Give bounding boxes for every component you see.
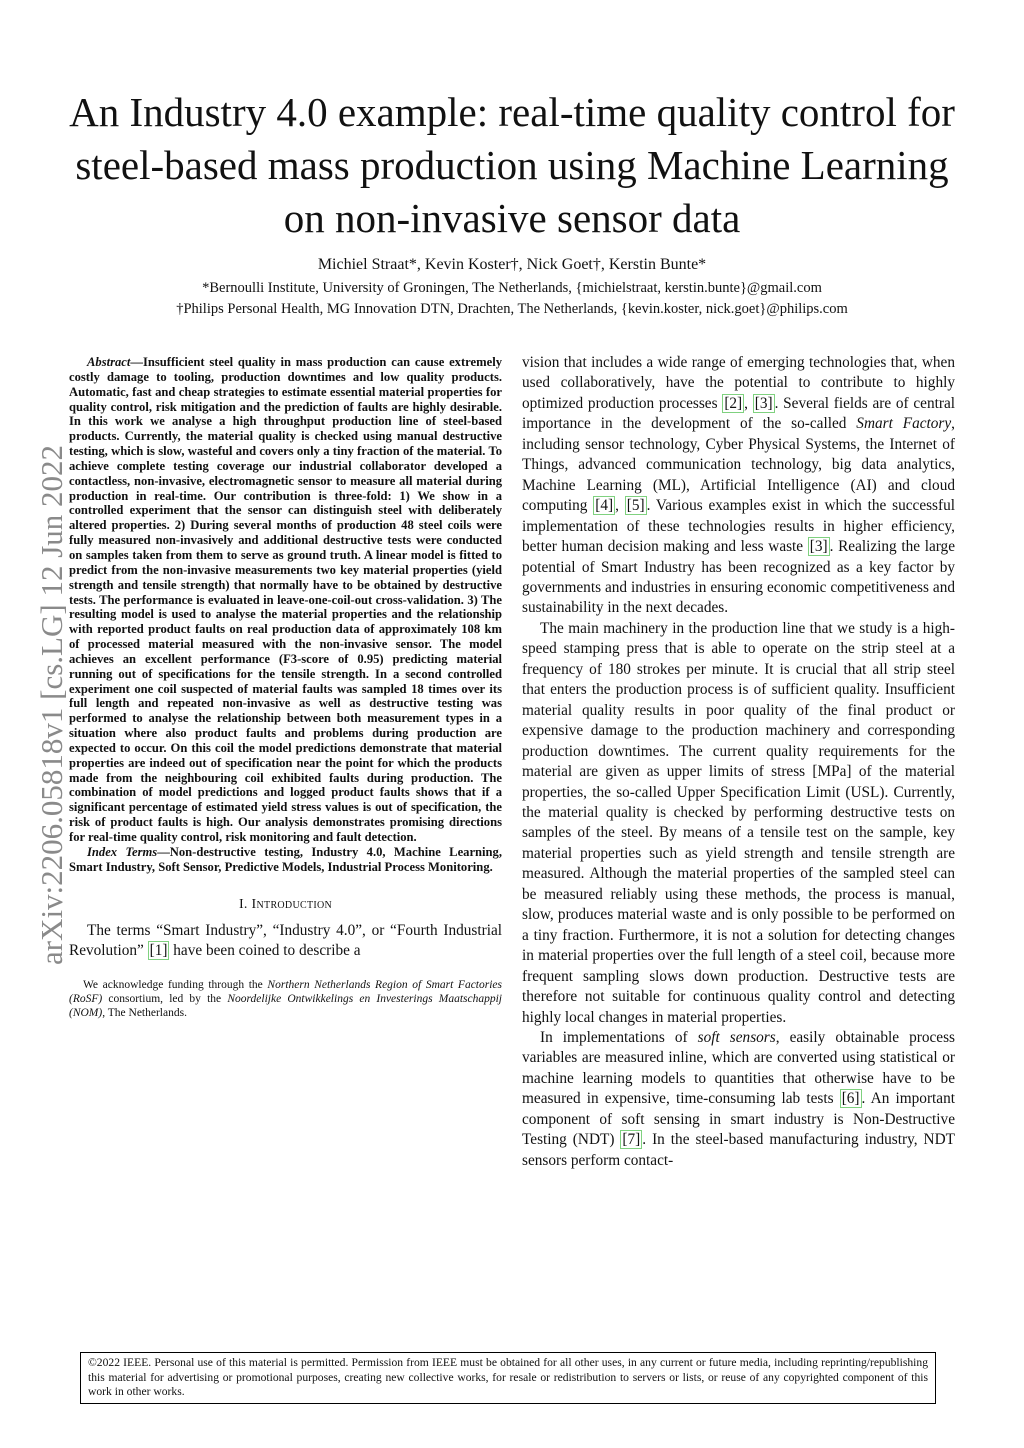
body-text: , [615, 497, 625, 515]
body-text: . Realizing the large potential of Smart Industry has been recognized as a key factor by governments and industries in ensuring economic competitiveness and sustainability in the next decades. [522, 538, 955, 617]
citation-link[interactable]: [3] [809, 538, 828, 556]
citation-link[interactable]: [7] [622, 1131, 641, 1149]
paper-title: An Industry 4.0 example: real-time quality control for steel-based mass production using Machine Learning on non-invasive sensor data [69, 89, 955, 241]
citation-link[interactable]: [2] [724, 394, 743, 412]
body-paragraph-1 [522, 353, 955, 619]
body-text: , [744, 394, 753, 412]
section-title: Introduction [251, 896, 333, 912]
affiliation-philips: †Philips Personal Health, MG Innovation DTN, Drachten, The Netherlands, {kevin.koster, nick.goet}@philips.com [176, 301, 848, 317]
body-paragraph-2: The main machinery in the production line that we study is a high-speed stamping press that is able to operate on the strip steel at a frequency of 180 strokes per minute. It is crucial that all strip steel that enters the production process is of sufficient quality. Insufficient material quality results in poor quality of the final product or expensive damage to the production machinery and corresponding production downtimes. The current quality requirements for the material are given as upper limits of stress [MPa] of the material properties, the so-called Upper Specification Limit (USL). Currently, the material quality is checked by performing destructive tests on samples of the steel. By means of a tensile test on the sample, key material properties such as yield strength and tensile strength are measured. Although the material properties of the sampled steel can be measured reliably using these methods, the process is manual, slow, produces material waste and is only possible to be performed on a tiny fraction. Furthermore, it is not a solution for detecting changes in material properties over the full length of a steel coil, because more frequent sampling slows down production. Destructive tests are therefore not suitable for continuous quality control and detecting highly local changes in material properties. [522, 619, 955, 1026]
index-terms-label: Index Terms [87, 844, 158, 859]
body-text: , including sensor technology, Cyber Physical Systems, the Internet of Things, advanced communication technology, big data analytics, Machine Learning (ML), Artificial Intelligence (AI) and cloud computing [522, 415, 955, 515]
body-text: . An important component of soft sensing in smart industry is Non-Destructive Testing (NDT) [522, 1090, 955, 1149]
funding-footnote [69, 978, 502, 1020]
footnote-text: We acknowledge funding through the [83, 978, 268, 991]
index-terms [69, 845, 502, 875]
affiliation-groningen: *Bernoulli Institute, University of Groningen, The Netherlands, {michielstraat, kerstin.bunte}@gmail.com [202, 280, 822, 296]
citation-link[interactable]: [3] [754, 394, 773, 412]
body-text: In implementations of [540, 1028, 698, 1046]
body-emph: soft sensors [697, 1028, 776, 1046]
citation-link[interactable]: [5] [626, 497, 645, 515]
intro-paragraph-left [69, 921, 502, 962]
index-terms-text: —Non-destructive testing, Industry 4.0, Machine Learning, Smart Industry, Soft Sensor, Predictive Models, Industrial Process Monitoring. [69, 844, 502, 874]
footnote-text: , The Netherlands. [102, 1006, 187, 1019]
citation-link[interactable]: [1] [149, 942, 168, 960]
arxiv-identifier: arXiv:2206.05818v1 [cs.LG] 12 Jun 2022 [34, 444, 69, 966]
footnote-text: consortium, led by the [102, 992, 228, 1005]
body-paragraph-3 [522, 1028, 955, 1171]
section-number: I. [238, 896, 248, 912]
left-column [69, 355, 502, 1020]
abstract [69, 355, 502, 845]
citation-link[interactable]: [6] [841, 1090, 860, 1108]
copyright-notice: ©2022 IEEE. Personal use of this material is permitted. Permission from IEEE must be obtained for all other uses, in any current or future media, including reprinting/republishing this material for advertising or promotional purposes, creating new collective works, for resale or redistribution to servers or lists, or reuse of any copyrighted component of this work in other works. [80, 1352, 936, 1404]
right-column [522, 353, 955, 1171]
body-text: , easily obtainable process variables are measured inline, which are converted using statistical or machine learning models to quantities that otherwise have to be measured in expensive, time-consuming lab tests [522, 1028, 955, 1108]
abstract-text: —Insufficient steel quality in mass production can cause extremely costly damage to tooling, production downtimes and low quality products. Automatic, fast and cheap strategies to estimate essential material properties for quality control, risk mitigation and the prediction of faults are highly desirable. In this work we analyse a high throughput production line of steel-based products. Currently, the material quality is checked using manual destructive testing, which is slow, wasteful and covers only a tiny fraction of the material. To achieve complete testing coverage our industrial collaborator developed a contactless, non-invasive, electromagnetic sensor to measure all material during production in real-time. Our contribution is three-fold: 1) We show in a controlled experiment that the sensor can distinguish steel with deliberately altered properties. 2) During several months of production 48 steel coils were fully measured non-invasively and additional destructive tests were conducted on samples taken from them to serve as ground truth. A linear model is fitted to predict from the non-invasive measurements two key material properties (yield strength and tensile strength) that normally have to be obtained by destructive tests. The performance is evaluated in leave-one-coil-out cross-validation. 3) The resulting model is used to analyse the material properties and the relationship with reported product faults on real production data of approximately 108 km of processed material measured with the non-invasive sensor. The model achieves an excellent performance (F3-score of 0.95) predicting material running out of specifications for the tensile strength. In a second controlled experiment one coil suspected of material faults was sampled 18 times over its full length and repeated non-invasive as well as destructive testing was performed to analyse the relationship between both measurement types in a situation where also product faults and problems during production are expected to occur. On this coil the model predictions demonstrate that material properties are indeed out of specification near the point for which the products made from the neighbouring coil exhibited faults during production. The combination of model predictions and logged product faults shows that if a significant percentage of estimated yield stress values is out of specification, the risk of product faults is high. Our analysis demonstrates promising directions for real-time quality control, risk monitoring and fault detection. [69, 355, 502, 844]
body-emph: Smart Factory [856, 415, 952, 433]
abstract-label: Abstract [87, 355, 131, 369]
footnote-emph: Northern Netherlands Region of Smart Factories (RoSF) [69, 978, 502, 1005]
citation-link[interactable]: [4] [595, 497, 614, 515]
body-text: . In the steel-based manufacturing industry, NDT sensors perform contact- [522, 1131, 955, 1169]
footnote-emph: Noordelijke Ontwikkelings en Investerings Maatschappij (NOM) [69, 992, 503, 1019]
author-list: Michiel Straat*, Kevin Koster†, Nick Goet†, Kerstin Bunte* [317, 256, 707, 273]
body-text: . Various examples exist in which the successful implementation of these technologies results in higher efficiency, better human decision making and less waste [522, 497, 956, 556]
body-text: . Several fields are of central importance in the development of the so-called [522, 394, 956, 433]
section-heading [69, 897, 502, 913]
intro-text: The terms “Smart Industry”, “Industry 4.0”, or “Fourth Industrial Revolution” [69, 921, 502, 960]
body-text: vision that includes a wide range of emerging technologies that, when used collaboratively, have the potential to contribute to highly optimized production processes [522, 354, 955, 412]
intro-text: have been coined to describe a [169, 942, 361, 960]
